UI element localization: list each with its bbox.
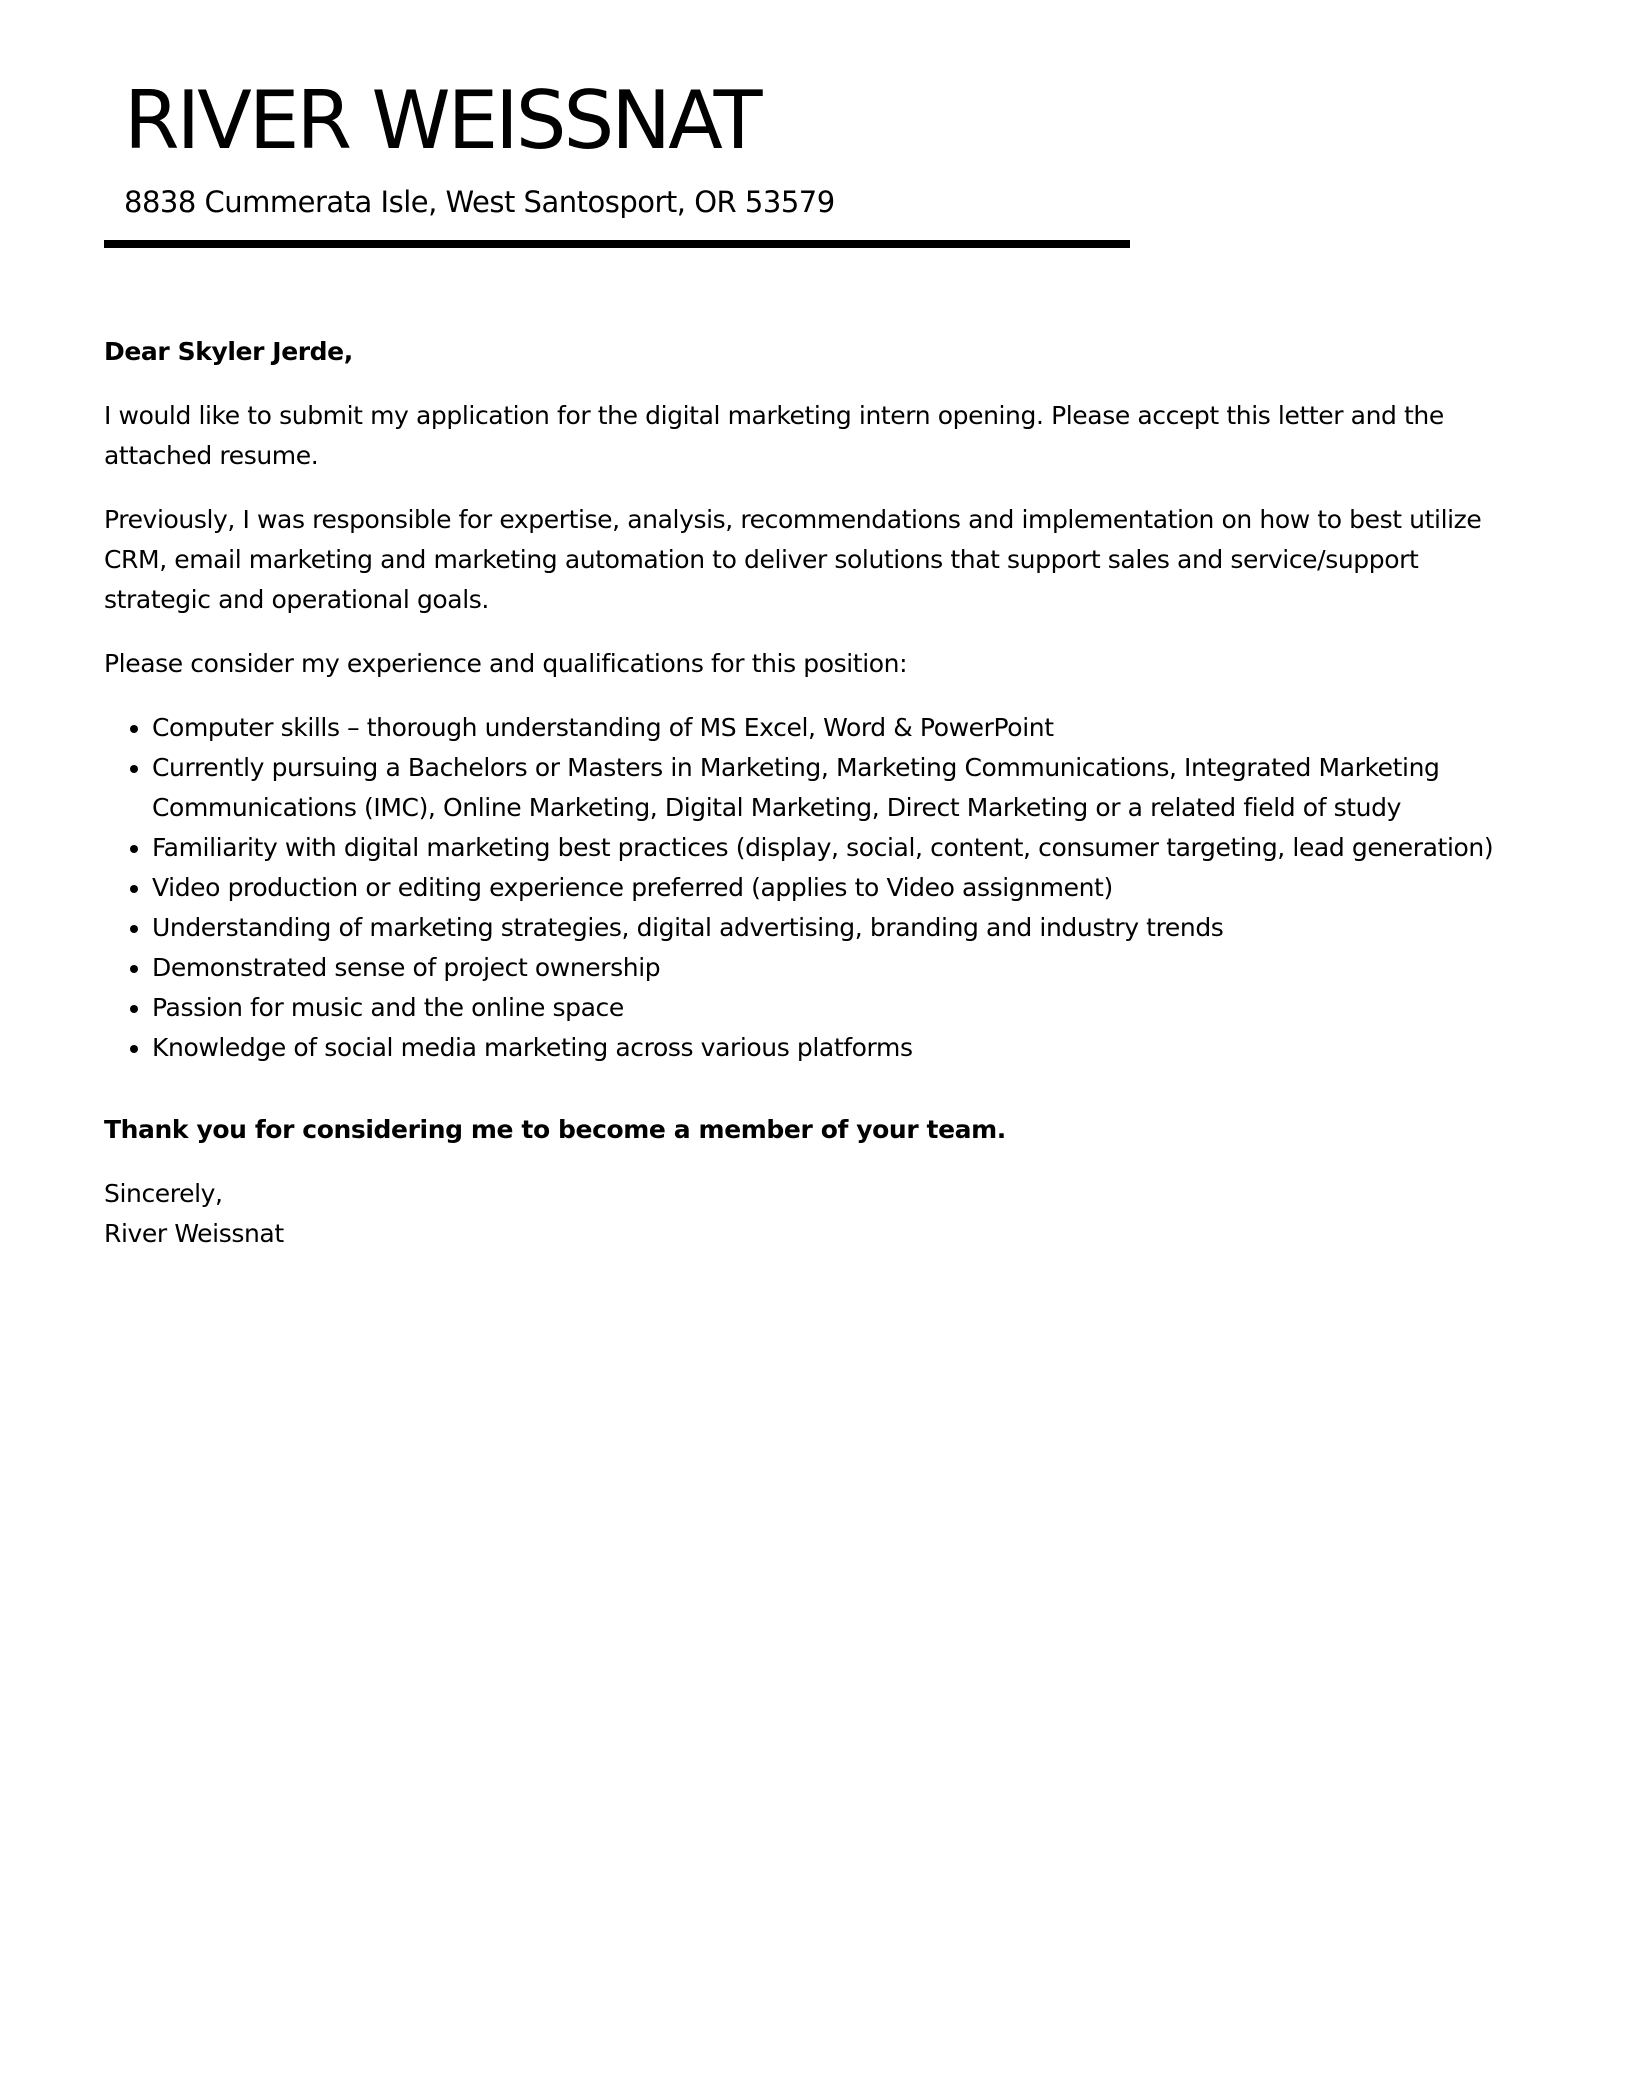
- qualifications-intro: Please consider my experience and qualifications for this position:: [104, 649, 908, 678]
- list-item: • Demonstrated sense of project ownership: [152, 948, 1524, 988]
- list-item: • Video production or editing experience preferred (applies to Video assignment): [152, 868, 1524, 908]
- list-item: • Knowledge of social media marketing across various platforms: [152, 1028, 1524, 1068]
- letter-body: [104, 332, 1524, 1254]
- intro-paragraph: I would like to submit my application for the digital marketing intern opening. Please accept this letter and the attached resume.: [104, 401, 1444, 470]
- list-item: • Computer skills – thorough understanding of MS Excel, Word & PowerPoint: [152, 708, 1524, 748]
- signoff: [104, 1174, 1524, 1254]
- list-item: • Currently pursuing a Bachelors or Masters in Marketing, Marketing Communications, Integrated Marketing Communications (IMC), Online Marketing, Digital Marketing, Direct Marketing or a related field of study: [152, 748, 1524, 828]
- qualifications-list: [104, 708, 1524, 1068]
- experience-paragraph: Previously, I was responsible for expertise, analysis, recommendations and implementation on how to best utilize CRM, email marketing and marketing automation to deliver solutions that support sales and service/support strategic and operational goals.: [104, 505, 1482, 614]
- list-item: • Understanding of marketing strategies, digital advertising, branding and industry trends: [152, 908, 1524, 948]
- header-divider: [104, 240, 1130, 248]
- salutation: Dear Skyler Jerde,: [104, 337, 353, 366]
- signoff-text: Sincerely,: [104, 1179, 223, 1208]
- applicant-address: 8838 Cummerata Isle, West Santosport, OR 53579: [124, 185, 835, 219]
- letter-header: [124, 66, 1224, 222]
- list-item: • Familiarity with digital marketing best practices (display, social, content, consumer targeting, lead generation): [152, 828, 1524, 868]
- signature-name: River Weissnat: [104, 1219, 284, 1248]
- closing-line: Thank you for considering me to become a member of your team.: [104, 1115, 1006, 1144]
- applicant-name: RIVER WEISSNAT: [124, 74, 760, 167]
- list-item: • Passion for music and the online space: [152, 988, 1524, 1028]
